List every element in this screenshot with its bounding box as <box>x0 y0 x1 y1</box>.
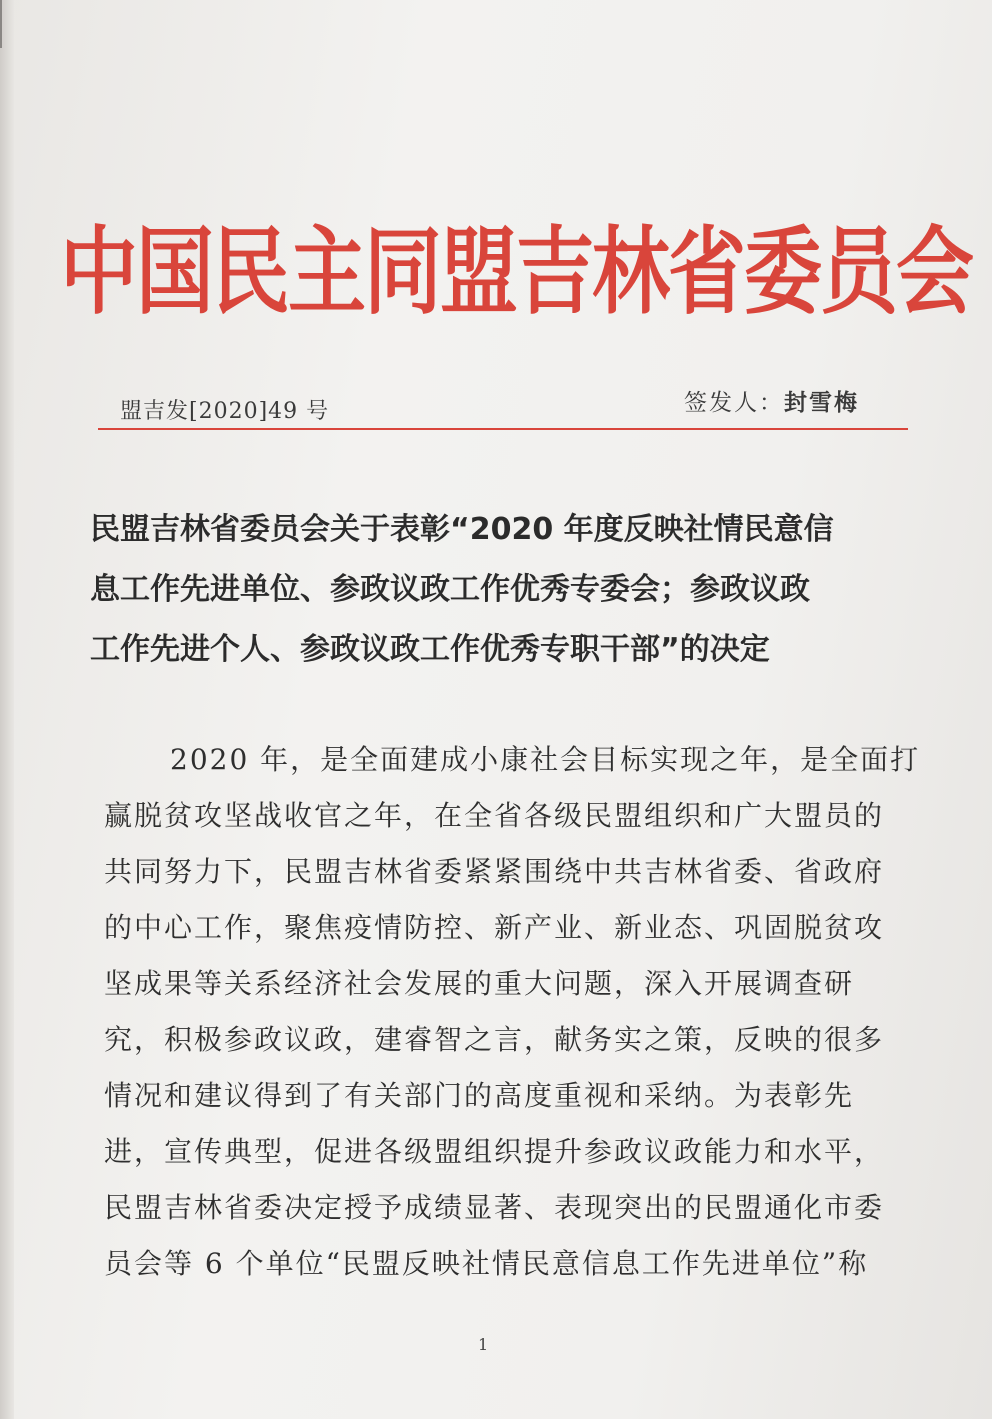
signer-label: 签发人： <box>684 390 784 416</box>
red-divider-line <box>98 428 908 430</box>
document-title <box>90 500 890 680</box>
document-number: 盟吉发[2020]49 号 <box>120 399 330 424</box>
corner-mark <box>0 0 16 48</box>
body-line: 员会等 6 个单位“民盟反映社情民意信息工作先进单位”称 <box>104 1247 869 1280</box>
body-line: 的中心工作，聚焦疫情防控、新产业、新业态、巩固脱贫攻 <box>104 911 885 944</box>
body-line: 究，积极参政议政，建睿智之言，献务实之策，反映的很多 <box>104 1023 885 1056</box>
title-line: 息工作先进单位、参政议政工作优秀专委会；参政议政 <box>90 572 810 607</box>
body-line: 民盟吉林省委决定授予成绩显著、表现突出的民盟通化市委 <box>104 1191 885 1224</box>
body-line: 进，宣传典型，促进各级盟组织提升参政议政能力和水平， <box>104 1135 885 1168</box>
signer-block <box>684 384 859 417</box>
body-line: 2020 年，是全面建成小康社会目标实现之年，是全面打 <box>170 743 921 776</box>
body-line: 情况和建议得到了有关部门的高度重视和采纳。为表彰先 <box>104 1079 855 1112</box>
body-line: 坚成果等关系经济社会发展的重大问题，深入开展调查研 <box>104 967 855 1000</box>
body-line: 共同努力下，民盟吉林省委紧紧围绕中共吉林省委、省政府 <box>104 855 885 888</box>
page-edge-shadow <box>0 0 14 1419</box>
letterhead-title: 中国民主同盟吉林省委员会 <box>60 217 973 328</box>
title-line: 工作先进个人、参政议政工作优秀专职干部”的决定 <box>90 632 770 667</box>
page-number: 1 <box>478 1335 489 1354</box>
body-paragraph <box>104 732 921 1292</box>
signer-name: 封雪梅 <box>784 389 859 416</box>
body-line: 赢脱贫攻坚战收官之年，在全省各级民盟组织和广大盟员的 <box>104 799 885 832</box>
title-line: 民盟吉林省委员会关于表彰“2020 年度反映社情民意信 <box>90 512 834 547</box>
